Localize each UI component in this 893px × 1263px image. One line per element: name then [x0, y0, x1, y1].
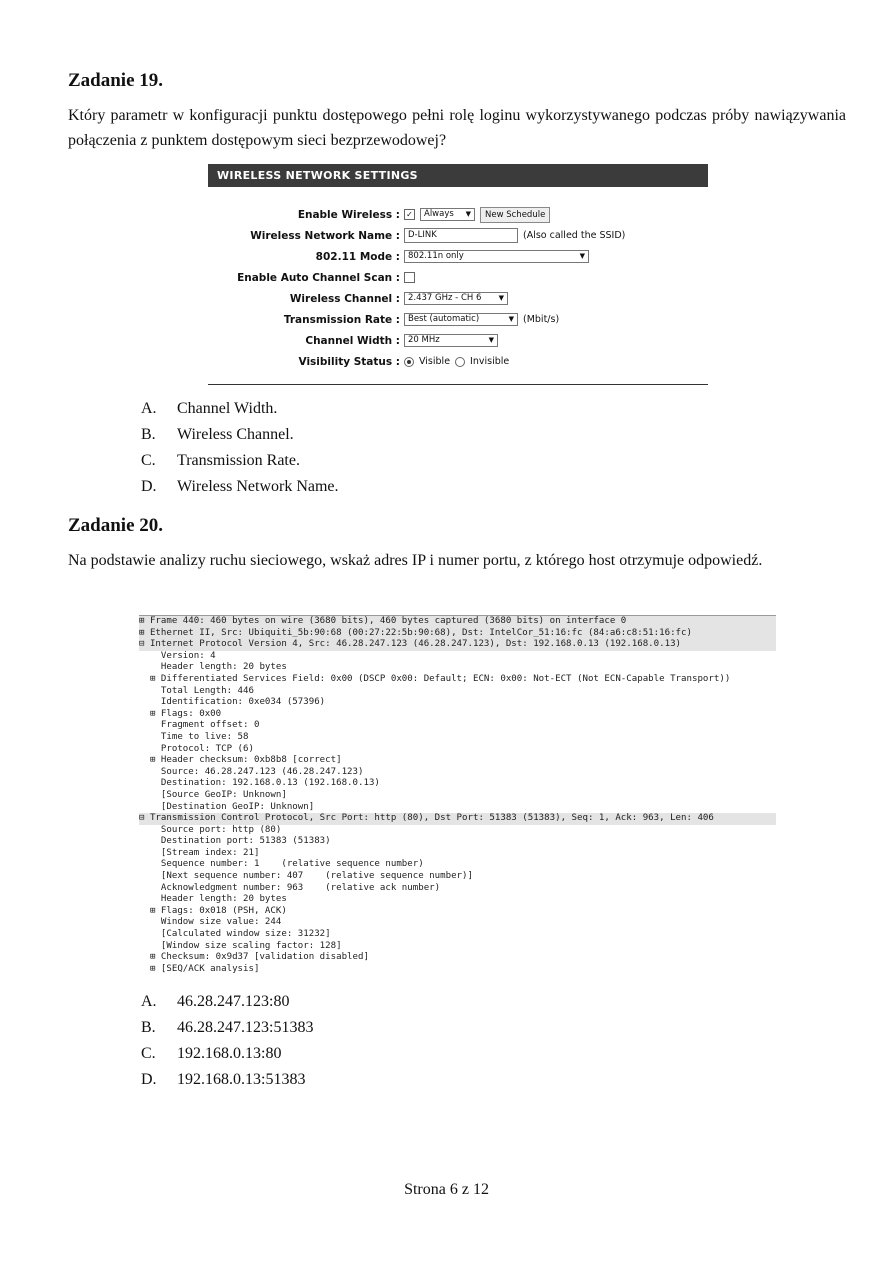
packet-tree-row[interactable]: [Calculated window size: 31232]	[139, 929, 331, 940]
channel-row	[208, 288, 708, 309]
packet-tree-row[interactable]: [Destination GeoIP: Unknown]	[139, 801, 315, 812]
schedule-select[interactable]	[420, 208, 475, 221]
answer-letter: B.	[141, 1019, 156, 1036]
dropdown-arrow-icon: ▼	[498, 294, 504, 302]
mode-label: 802.11 Mode :	[315, 250, 400, 263]
task-19-title: Zadanie 19.	[68, 70, 164, 91]
packet-tree-row[interactable]: Source port: http (80)	[139, 824, 282, 835]
schedule-value: Always	[424, 209, 454, 219]
invisible-label: Invisible	[470, 356, 510, 367]
dropdown-arrow-icon: ▼	[488, 336, 494, 344]
packet-tree-row[interactable]: [Window size scaling factor: 128]	[139, 940, 342, 951]
answer-letter: C.	[141, 452, 156, 469]
packet-tree-row[interactable]: [Next sequence number: 407 (relative sequence number)]	[139, 871, 473, 882]
packet-tree-row[interactable]: Destination port: 51383 (51383)	[139, 836, 331, 847]
packet-tree-row[interactable]: ⊞ Header checksum: 0xb8b8 [correct]	[139, 755, 342, 766]
packet-tree-row[interactable]: Source: 46.28.247.123 (46.28.247.123)	[139, 766, 364, 777]
task-20-answers	[141, 993, 313, 1097]
network-name-row	[208, 225, 708, 246]
visible-radio[interactable]	[404, 357, 414, 367]
packet-tree-row[interactable]: ⊞ Checksum: 0x9d37 [validation disabled]	[139, 952, 369, 963]
width-label: Channel Width :	[305, 334, 400, 347]
answer-option[interactable]	[141, 400, 339, 426]
ssid-note: (Also called the SSID)	[523, 230, 626, 241]
answer-option[interactable]	[141, 993, 313, 1019]
answer-text: Transmission Rate.	[177, 452, 300, 469]
answer-text: 46.28.247.123:80	[177, 993, 290, 1010]
dropdown-arrow-icon: ▼	[508, 315, 514, 323]
auto-scan-label: Enable Auto Channel Scan :	[237, 271, 400, 284]
packet-tree-row[interactable]: Version: 4	[139, 650, 216, 661]
visible-label: Visible	[419, 356, 451, 367]
packet-tree-row[interactable]: ⊞ Flags: 0x00	[139, 708, 222, 719]
answer-option[interactable]	[141, 1019, 313, 1045]
auto-scan-checkbox[interactable]	[404, 272, 415, 283]
page-footer: Strona 6 z 12	[404, 1181, 489, 1198]
answer-text: 46.28.247.123:51383	[177, 1019, 314, 1036]
answer-letter: B.	[141, 426, 156, 443]
mode-select[interactable]	[404, 250, 589, 263]
dropdown-arrow-icon: ▼	[579, 252, 585, 260]
answer-text: 192.168.0.13:80	[177, 1045, 282, 1062]
answer-option[interactable]	[141, 426, 339, 452]
packet-tree-row[interactable]: Total Length: 446	[139, 685, 254, 696]
packet-tree-row[interactable]: ⊟ Internet Protocol Version 4, Src: 46.28.247.123 (46.28.247.123), Dst: 192.168.0.13 (192.168.0.13)	[139, 639, 776, 651]
auto-scan-row	[208, 267, 708, 288]
enable-wireless-checkbox[interactable]: ✓	[404, 209, 415, 220]
packet-tree-row[interactable]: Identification: 0xe034 (57396)	[139, 697, 326, 708]
packet-tree-row[interactable]: ⊞ Differentiated Services Field: 0x00 (DSCP 0x00: Default; ECN: 0x00: Not-ECT (Not ECN-Capable Transport))	[139, 673, 731, 684]
network-name-input[interactable]: D-LINK	[404, 228, 518, 243]
channel-value: 2.437 GHz - CH 6	[408, 293, 482, 303]
packet-tree-row[interactable]: Time to live: 58	[139, 731, 249, 742]
packet-tree-row[interactable]: Destination: 192.168.0.13 (192.168.0.13)	[139, 778, 380, 789]
answer-letter: D.	[141, 1071, 157, 1088]
mode-value: 802.11n only	[408, 251, 464, 261]
task-20-title: Zadanie 20.	[68, 515, 164, 536]
answer-text: Wireless Channel.	[177, 426, 294, 443]
packet-tree-row[interactable]: ⊟ Transmission Control Protocol, Src Port: http (80), Dst Port: 51383 (51383), Seq: 1, Ack: 963, Len: 406	[139, 813, 776, 825]
invisible-radio[interactable]	[455, 357, 465, 367]
answer-option[interactable]	[141, 452, 339, 478]
width-row	[208, 330, 708, 351]
channel-label: Wireless Channel :	[289, 292, 400, 305]
new-schedule-button[interactable]: New Schedule	[480, 207, 550, 223]
packet-tree-row[interactable]: Header length: 20 bytes	[139, 662, 287, 673]
rate-unit: (Mbit/s)	[523, 314, 560, 325]
network-name-label: Wireless Network Name :	[250, 229, 400, 242]
answer-letter: D.	[141, 478, 157, 495]
packet-tree-row[interactable]: [Stream index: 21]	[139, 847, 260, 858]
packet-tree-row[interactable]: Acknowledgment number: 963 (relative ack number)	[139, 882, 441, 893]
width-select[interactable]	[404, 334, 498, 347]
mode-row	[208, 246, 708, 267]
answer-text: Wireless Network Name.	[177, 478, 339, 495]
packet-tree-row[interactable]: Sequence number: 1 (relative sequence number)	[139, 859, 424, 870]
answer-text: Channel Width.	[177, 400, 278, 417]
answer-letter: A.	[141, 400, 157, 417]
answer-letter: C.	[141, 1045, 156, 1062]
visibility-label: Visibility Status :	[298, 355, 400, 368]
rate-value: Best (automatic)	[408, 314, 480, 324]
packet-tree-row[interactable]: ⊞ Flags: 0x018 (PSH, ACK)	[139, 905, 287, 916]
wireless-settings-header: WIRELESS NETWORK SETTINGS	[208, 164, 708, 187]
task-20-question: Na podstawie analizy ruchu sieciowego, wskaż adres IP i numer portu, z którego host otrzymuje odpowiedź.	[68, 552, 763, 569]
width-value: 20 MHz	[408, 335, 440, 345]
channel-select[interactable]	[404, 292, 508, 305]
wireless-settings-panel	[208, 164, 708, 386]
rate-label: Transmission Rate :	[283, 313, 400, 326]
packet-tree-row[interactable]: ⊞ Frame 440: 460 bytes on wire (3680 bits), 460 bytes captured (3680 bits) on interface 0	[139, 616, 776, 628]
answer-text: 192.168.0.13:51383	[177, 1071, 306, 1088]
visibility-row	[208, 351, 708, 372]
packet-tree-row[interactable]: Protocol: TCP (6)	[139, 743, 254, 754]
packet-tree-row[interactable]: ⊞ [SEQ/ACK analysis]	[139, 963, 260, 974]
packet-tree-row[interactable]: Fragment offset: 0	[139, 720, 260, 731]
enable-wireless-row	[208, 204, 708, 225]
panel-bottom-divider	[208, 384, 708, 385]
answer-option[interactable]	[141, 478, 339, 504]
packet-tree-row[interactable]: Header length: 20 bytes	[139, 894, 287, 905]
task-19-answers	[141, 400, 339, 504]
task-19-question: Który parametr w konfiguracji punktu dostępowego pełni rolę loginu wykorzystywanego podczas próby nawiązywania połączenia z punktem dostępowym sieci bezprzewodowej?	[68, 107, 846, 149]
enable-wireless-label: Enable Wireless :	[297, 208, 400, 221]
answer-letter: A.	[141, 993, 157, 1010]
packet-tree-row[interactable]: ⊞ Ethernet II, Src: Ubiquiti_5b:90:68 (00:27:22:5b:90:68), Dst: IntelCor_51:16:fc (84:a6:c8:51:16:fc)	[139, 628, 776, 640]
dropdown-arrow-icon: ▼	[465, 210, 471, 218]
answer-option[interactable]	[141, 1045, 313, 1071]
packet-tree-row[interactable]: [Source GeoIP: Unknown]	[139, 789, 287, 800]
answer-option[interactable]	[141, 1071, 313, 1097]
rate-select[interactable]	[404, 313, 518, 326]
rate-row	[208, 309, 708, 330]
packet-tree-row[interactable]: Window size value: 244	[139, 917, 282, 928]
packet-details-pane	[139, 615, 776, 978]
